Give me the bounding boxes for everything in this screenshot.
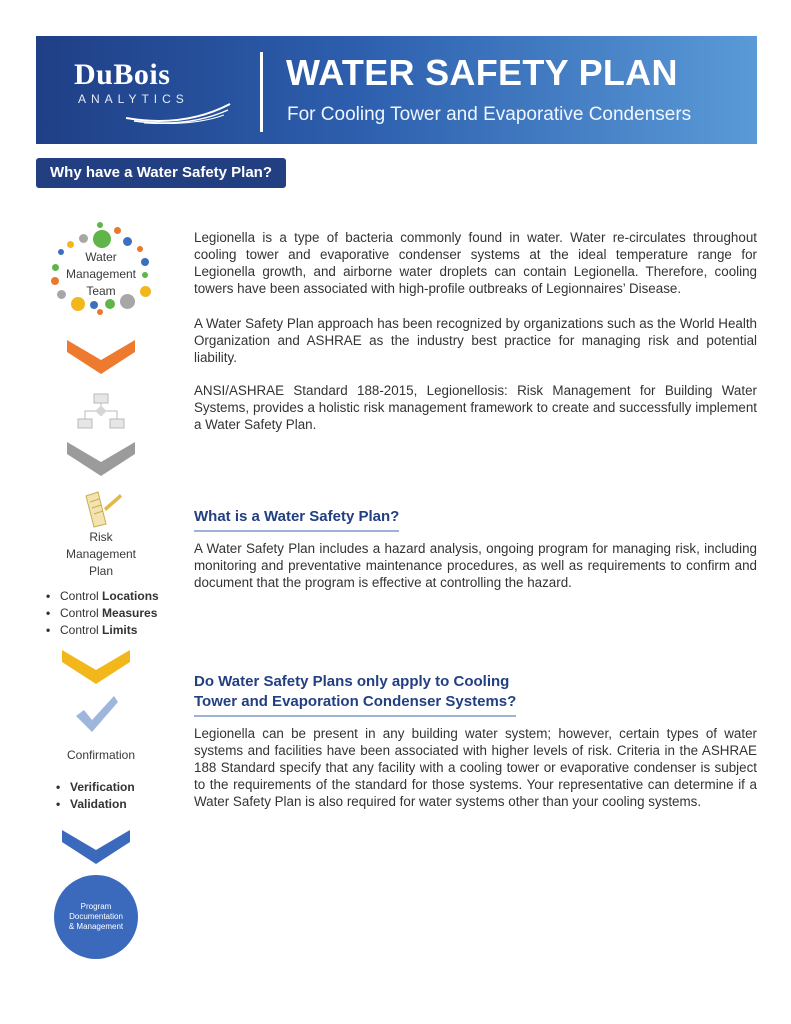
confirmation-label: Confirmation (66, 748, 136, 762)
list-item: • Control Locations (44, 588, 159, 605)
list-item: • Control Limits (44, 622, 159, 639)
control-list (44, 588, 159, 639)
list-item: • Verification (54, 779, 135, 796)
team-label: Water Management Team (65, 250, 137, 298)
chevron-down-icon (67, 338, 135, 374)
what-heading: What is a Water Safety Plan? (194, 507, 399, 532)
page-subtitle: For Cooling Tower and Evaporative Condensers (287, 104, 692, 125)
why-paragraph-3: ANSI/ASHRAE Standard 188-2015, Legionellosis: Risk Management for Building Water Systems, provides a holistic risk management framework to create and successfully implement a Water Safety Plan. (194, 383, 757, 432)
list-item: • Validation (54, 796, 135, 813)
flowchart-icon (76, 392, 126, 430)
chevron-down-icon (62, 828, 130, 864)
what-paragraph: A Water Safety Plan includes a hazard analysis, ongoing program for managing risk, including monitoring and preventative maintenance procedures, as well as requirements to confirm and document that the program is effective at controlling the hazard. (194, 541, 757, 590)
clipboard-pen-icon (84, 490, 124, 528)
program-circle: Program Documentation & Management (54, 875, 138, 959)
why-paragraph-1: Legionella is a type of bacteria commonly found in water. Water re-circulates throughout cooling tower and evaporative condenser systems at the ideal temperature range for Legionella growth, and airborne water droplets can contain Legionella. Therefore, cooling towers have been associated with high-profile outbreaks of Legionnaires’ Disease. (194, 230, 757, 296)
checkmark-icon (74, 694, 120, 734)
banner-divider (260, 52, 263, 132)
chevron-down-icon (62, 648, 130, 684)
process-infographic (0, 0, 180, 1024)
list-item: • Control Measures (44, 605, 159, 622)
logo-name: DuBois (74, 58, 171, 91)
page-title: WATER SAFETY PLAN (286, 52, 678, 93)
why-paragraph-2: A Water Safety Plan approach has been recognized by organizations such as the World Health Organization and ASHRAE as the industry best practice for managing risk and potential liability. (194, 316, 757, 365)
section-badge-why: Why have a Water Safety Plan? (36, 158, 286, 188)
apply-paragraph: Legionella can be present in any building water system; however, certain types of water systems and facilities have been associated with higher levels of risk. Criteria in the ASHRAE 188 Standard specify that any facility with a cooling tower or evaporative condenser is subject to the requirements of the standard for those systems. Your representative can determine if a Water Safety Plan is also required for water systems other than your cooling systems. (194, 726, 757, 809)
confirmation-list (54, 779, 135, 813)
logo-subtitle: ANALYTICS (78, 92, 189, 106)
apply-heading: Do Water Safety Plans only apply to Cooling Tower and Evaporation Condenser Systems? (194, 672, 516, 717)
risk-plan-label: Risk Management Plan (65, 530, 137, 578)
chevron-down-icon (67, 440, 135, 476)
